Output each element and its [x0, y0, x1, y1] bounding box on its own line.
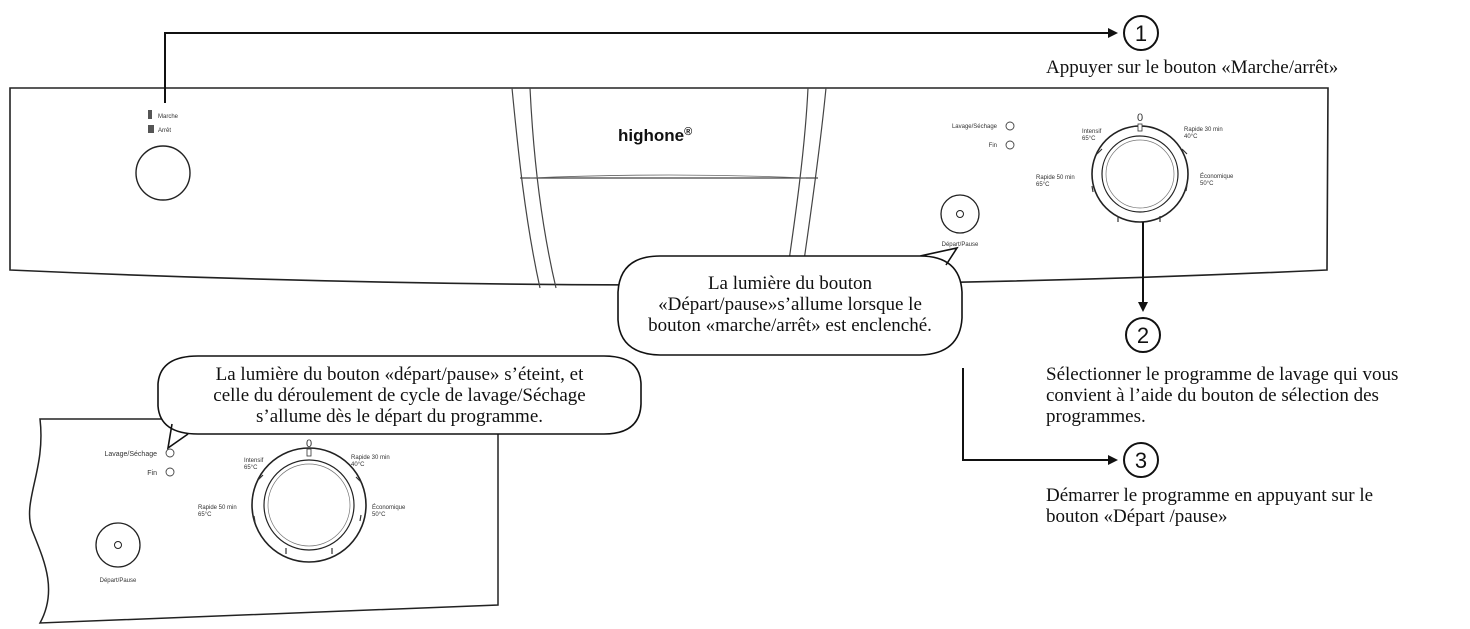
lavage-sechage-label: Lavage/Séchage [951, 124, 997, 130]
dial-zero-label: 0 [1136, 112, 1144, 124]
step-3-number [1124, 443, 1158, 477]
svg-text:65°C: 65°C [198, 512, 212, 518]
svg-text:1: 1 [1134, 21, 1148, 46]
svg-text:40°C: 40°C [351, 462, 365, 468]
step-3-text [1046, 485, 1373, 527]
callout-cycle-light-line: s’allume dès le départ du programme. [255, 406, 543, 427]
bottom-start-pause-light [115, 542, 122, 549]
step-2-line: Sélectionner le programme de lavage qui vous [1046, 364, 1399, 385]
bottom-dial-zero-label: 0 [305, 438, 313, 450]
bottom-control-panel [30, 419, 498, 623]
callout-start-light-line: bouton «marche/arrêt» est enclenché. [648, 315, 932, 336]
indicator-off-led [148, 125, 154, 133]
bottom-program-selector-dial[interactable] [252, 448, 366, 562]
step-1-text [1046, 57, 1338, 78]
step-2-number [1126, 318, 1160, 352]
svg-text:3: 3 [1134, 448, 1148, 473]
bottom-fin-label: Fin [147, 470, 157, 477]
svg-text:50°C: 50°C [372, 512, 386, 518]
bottom-lavage-sechage-led [166, 449, 174, 457]
lavage-sechage-led [1006, 122, 1014, 130]
step-3-line: Démarrer le programme en appuyant sur le [1046, 485, 1374, 506]
step-2-line: convient à l’aide du bouton de sélection des [1046, 385, 1379, 406]
step-3-line: bouton «Départ /pause» [1046, 506, 1228, 527]
svg-text:Intensif: Intensif [244, 458, 264, 464]
step-2-line: programmes. [1046, 406, 1146, 427]
step-1-number [1124, 16, 1158, 50]
svg-text:Rapide 50 min: Rapide 50 min [198, 505, 237, 511]
svg-text:Rapide 50 min: Rapide 50 min [1036, 175, 1075, 181]
program-selector-dial[interactable] [1092, 124, 1188, 222]
svg-text:50°C: 50°C [1200, 181, 1214, 187]
bottom-lavage-sechage-label: Lavage/Séchage [104, 451, 157, 458]
svg-text:Rapide 30 min: Rapide 30 min [1184, 127, 1223, 133]
indicator-on-label: Marche [158, 114, 179, 120]
start-pause-label: Départ/Pause [941, 242, 979, 248]
indicator-on-led [148, 110, 152, 119]
svg-text:Économique: Économique [372, 505, 406, 511]
svg-text:65°C: 65°C [244, 465, 258, 471]
fin-label: Fin [988, 143, 997, 149]
svg-text:40°C: 40°C [1184, 134, 1198, 140]
callout-cycle-light-line: celle du déroulement de cycle de lavage/Séchage [213, 385, 586, 406]
svg-text:Économique: Économique [1200, 174, 1234, 180]
callout-cycle-light-text [158, 364, 641, 427]
svg-text:2: 2 [1136, 323, 1150, 348]
callout-start-light-line: «Départ/pause»s’allume lorsque le [658, 294, 922, 315]
svg-text:Rapide 30 min: Rapide 30 min [351, 455, 390, 461]
callout-start-light-line: La lumière du bouton [707, 273, 873, 294]
step-1-line: Appuyer sur le bouton «Marche/arrêt» [1046, 57, 1339, 78]
callout-start-light-text [618, 273, 962, 336]
svg-text:Intensif: Intensif [1082, 129, 1102, 135]
bottom-fin-led [166, 468, 174, 476]
bottom-start-pause-label: Départ/Pause [99, 578, 137, 584]
step-2-text [1046, 364, 1398, 427]
svg-text:65°C: 65°C [1082, 136, 1096, 142]
indicator-off-label: Arrêt [158, 128, 172, 134]
brand-logo: highone® [618, 126, 693, 145]
svg-text:65°C: 65°C [1036, 182, 1050, 188]
fin-led [1006, 141, 1014, 149]
callout-cycle-light-line: La lumière du bouton «départ/pause» s’éteint, et [215, 364, 584, 385]
start-pause-light [957, 211, 964, 218]
power-button[interactable] [136, 146, 190, 200]
